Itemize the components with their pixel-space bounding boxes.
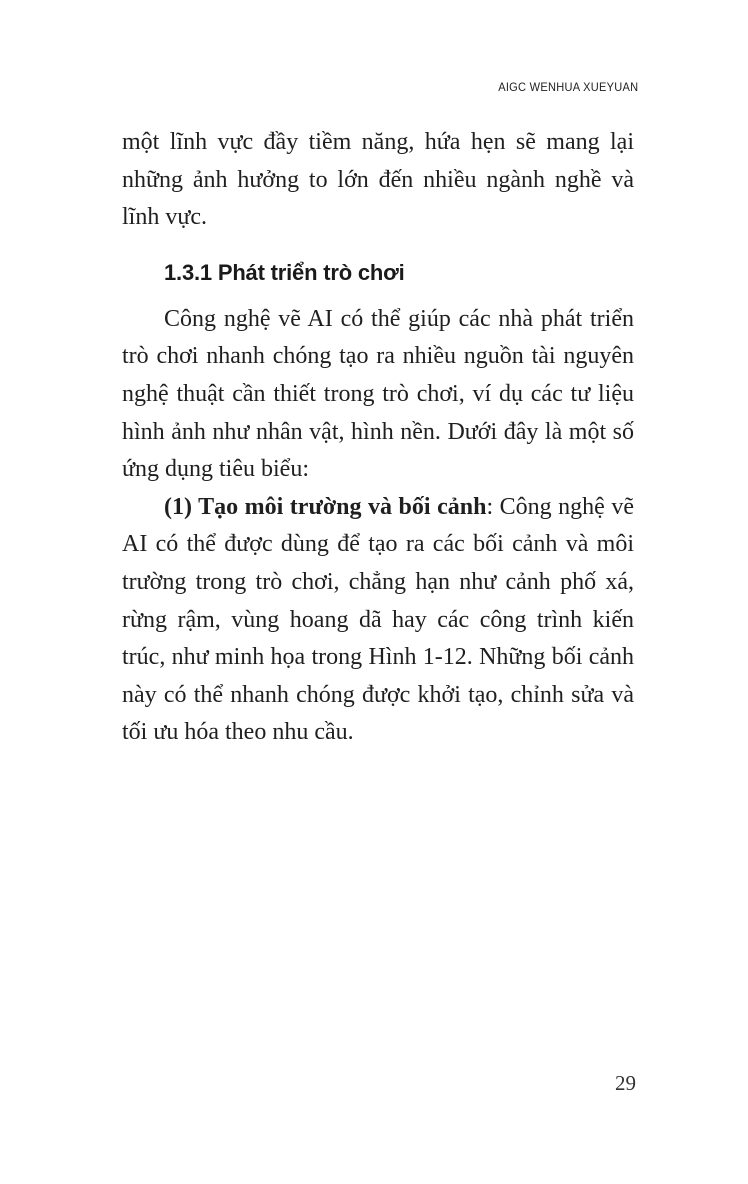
list-item-term: (1) Tạo môi trường và bối cảnh bbox=[164, 493, 487, 520]
continuation-paragraph: một lĩnh vực đầy tiềm năng, hứa hẹn sẽ mang lại những ảnh hưởng to lớn đến nhiều ngành nghề và lĩnh vực. bbox=[122, 129, 634, 231]
list-item-environment bbox=[122, 489, 634, 752]
page-number: 29 bbox=[615, 1071, 636, 1095]
list-item-text: : Công nghệ vẽ AI có thể được dùng để tạo ra các bối cảnh và môi trường trong trò chơi, chẳng hạn như cảnh phố xá, rừng rậm, vùng hoang dã hay các công trình kiến trúc, như minh họa trong Hình 1-12. Những bối cảnh này có thể nhanh chóng được khởi tạo, chỉnh sửa và tối ưu hóa theo nhu cầu. bbox=[122, 493, 635, 746]
section-heading: 1.3.1 Phát triển trò chơi bbox=[164, 259, 405, 285]
page-body bbox=[122, 124, 634, 752]
intro-paragraph: Công nghệ vẽ AI có thể giúp các nhà phát triển trò chơi nhanh chóng tạo ra nhiều nguồn tài nguyên nghệ thuật cần thiết trong trò chơi, ví dụ các tư liệu hình ảnh như nhân vật, hình nền. Dưới đây là một số ứng dụng tiêu biểu: bbox=[122, 305, 634, 483]
running-header: AIGC WENHUA XUEYUAN bbox=[497, 80, 638, 94]
